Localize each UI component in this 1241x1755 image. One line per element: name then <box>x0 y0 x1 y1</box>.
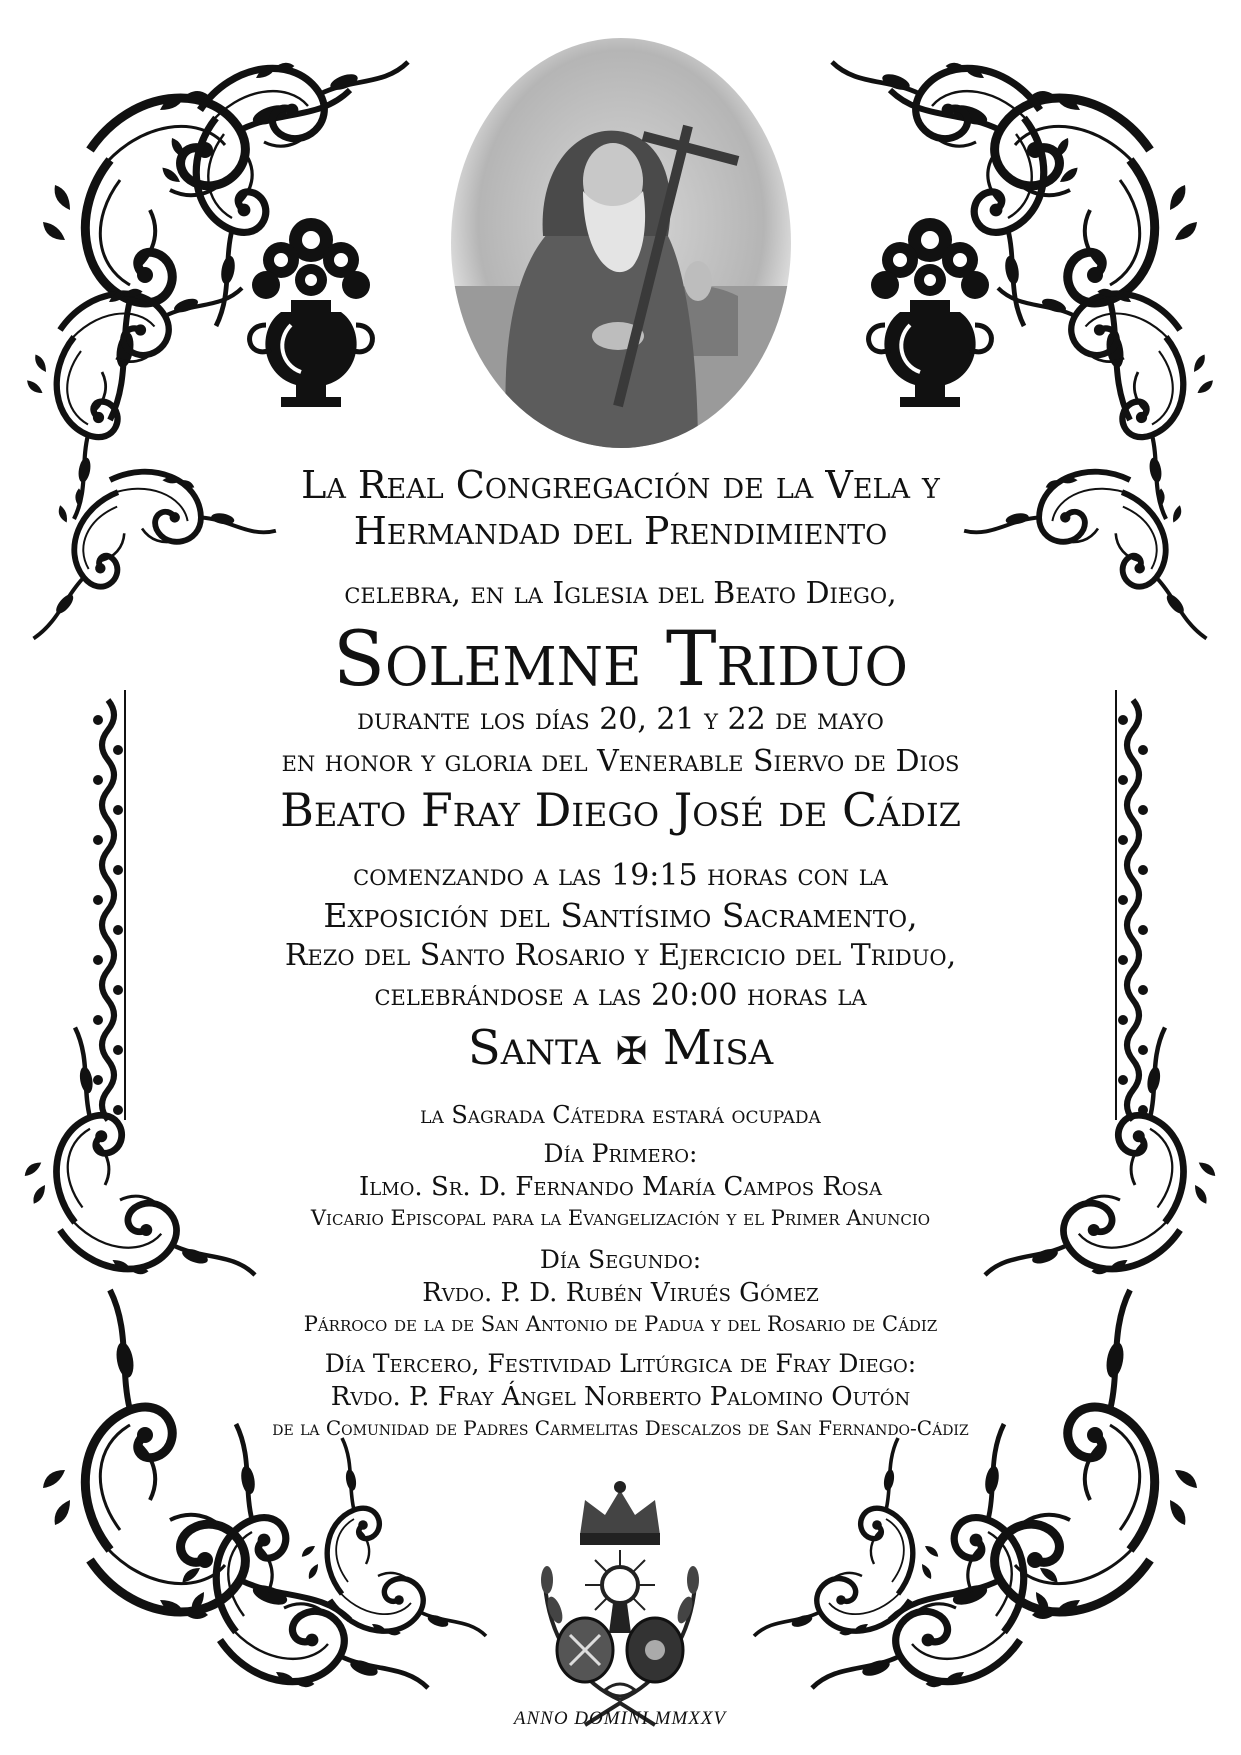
heading-line-2: Hermandad del Prendimiento <box>353 509 888 553</box>
intro-text: celebra, en la Iglesia del Beato Diego, <box>344 576 897 611</box>
schedule-line-3: Rezo del Santo Rosario y Ejercicio del Triduo, <box>284 938 957 973</box>
mass-left: Santa <box>467 1020 601 1076</box>
footer-date: ANNO DOMINI MMXXV <box>513 1708 727 1729</box>
day-3-label: Día Tercero, Festividad Litúrgica de Fray Diego: <box>324 1349 917 1378</box>
day-1-name: Ilmo. Sr. D. Fernando María Campos Rosa <box>359 1172 882 1202</box>
dates-text: durante los días 20, 21 y 22 de mayo <box>357 702 884 737</box>
announcement-text <box>140 462 1101 1443</box>
day-2-role: Párroco de la de San Antonio de Padua y del Rosario de Cádiz <box>303 1312 938 1336</box>
flower-vase-icon <box>236 200 386 420</box>
heading-line-1: La Real Congregación de la Vela y <box>301 463 940 507</box>
schedule-line-2: Exposición del Santísimo Sacramento, <box>323 896 918 935</box>
cross-icon: ✠ <box>615 1029 648 1073</box>
day-2-name: Rvdo. P. D. Rubén Virués Gómez <box>422 1278 819 1308</box>
day-3-name: Rvdo. P. Fray Ángel Norberto Palomino Outón <box>330 1382 911 1412</box>
brotherhood-coat-of-arms <box>525 1475 715 1735</box>
mass-title <box>140 1018 1101 1081</box>
saint-portrait-oval <box>448 36 794 450</box>
honoree-name: Beato Fray Diego José de Cádiz <box>280 783 961 837</box>
day-3-role: de la Comunidad de Padres Carmelitas Descalzos de San Fernando-Cádiz <box>272 1416 969 1440</box>
day-2-label: Día Segundo: <box>539 1245 702 1274</box>
schedule-line-4: celebrándose a las 20:00 horas la <box>374 978 867 1013</box>
honor-text: en honor y gloria del Venerable Siervo de Dios <box>281 744 960 779</box>
mass-right: Misa <box>662 1020 774 1076</box>
title-text: Solemne Triduo <box>332 614 909 703</box>
flower-vase-icon <box>855 200 1005 420</box>
day-1-label: Día Primero: <box>543 1139 698 1168</box>
day-1-role: Vicario Episcopal para la Evangelización y el Primer Anuncio <box>310 1206 931 1230</box>
catedra-text: la Sagrada Cátedra estará ocupada <box>420 1101 821 1129</box>
schedule-line-1: comenzando a las 19:15 horas con la <box>353 858 888 893</box>
